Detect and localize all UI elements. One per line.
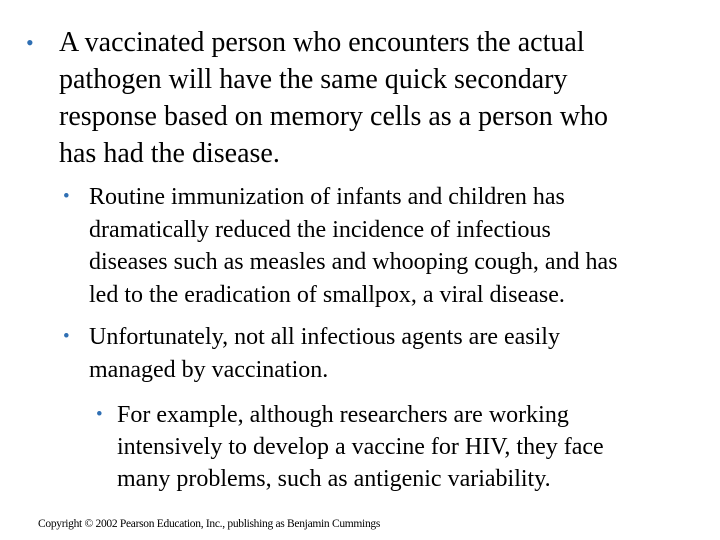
text-line: led to the eradication of smallpox, a viral disease. — [89, 281, 565, 308]
text-line: A vaccinated person who encounters the actual — [59, 27, 585, 58]
text-line: diseases such as measles and whooping cough, and has — [89, 249, 618, 275]
bullet-marker: • — [96, 404, 103, 425]
text-line: Unfortunately, not all infectious agents are easily — [89, 324, 560, 350]
bullet-point-level-2 — [63, 181, 703, 311]
text-line: has had the disease. — [59, 138, 280, 169]
text-line: Routine immunization of infants and children has — [89, 184, 565, 210]
copyright-footer: Copyright © 2002 Pearson Education, Inc., publishing as Benjamin Cummings — [38, 518, 381, 530]
text-line: For example, although researchers are working — [117, 402, 569, 428]
text-line: many problems, such as antigenic variability. — [117, 466, 551, 492]
text-line: intensively to develop a vaccine for HIV, they face — [117, 434, 604, 460]
bullet-text — [117, 399, 696, 495]
text-line: response based on memory cells as a person who — [59, 101, 608, 132]
bullet-text — [59, 24, 666, 172]
bullet-point-level-3 — [96, 399, 696, 495]
text-line: dramatically reduced the incidence of infectious — [89, 216, 551, 243]
bullet-marker: • — [63, 326, 70, 347]
bullet-marker: • — [26, 30, 34, 55]
bullet-point-level-1 — [26, 24, 666, 172]
text-line: pathogen will have the same quick secondary — [59, 64, 568, 95]
bullet-text — [89, 181, 703, 311]
bullet-marker: • — [63, 186, 70, 207]
bullet-text — [89, 321, 683, 386]
text-line: managed by vaccination. — [89, 356, 329, 383]
bullet-point-level-2 — [63, 321, 683, 386]
